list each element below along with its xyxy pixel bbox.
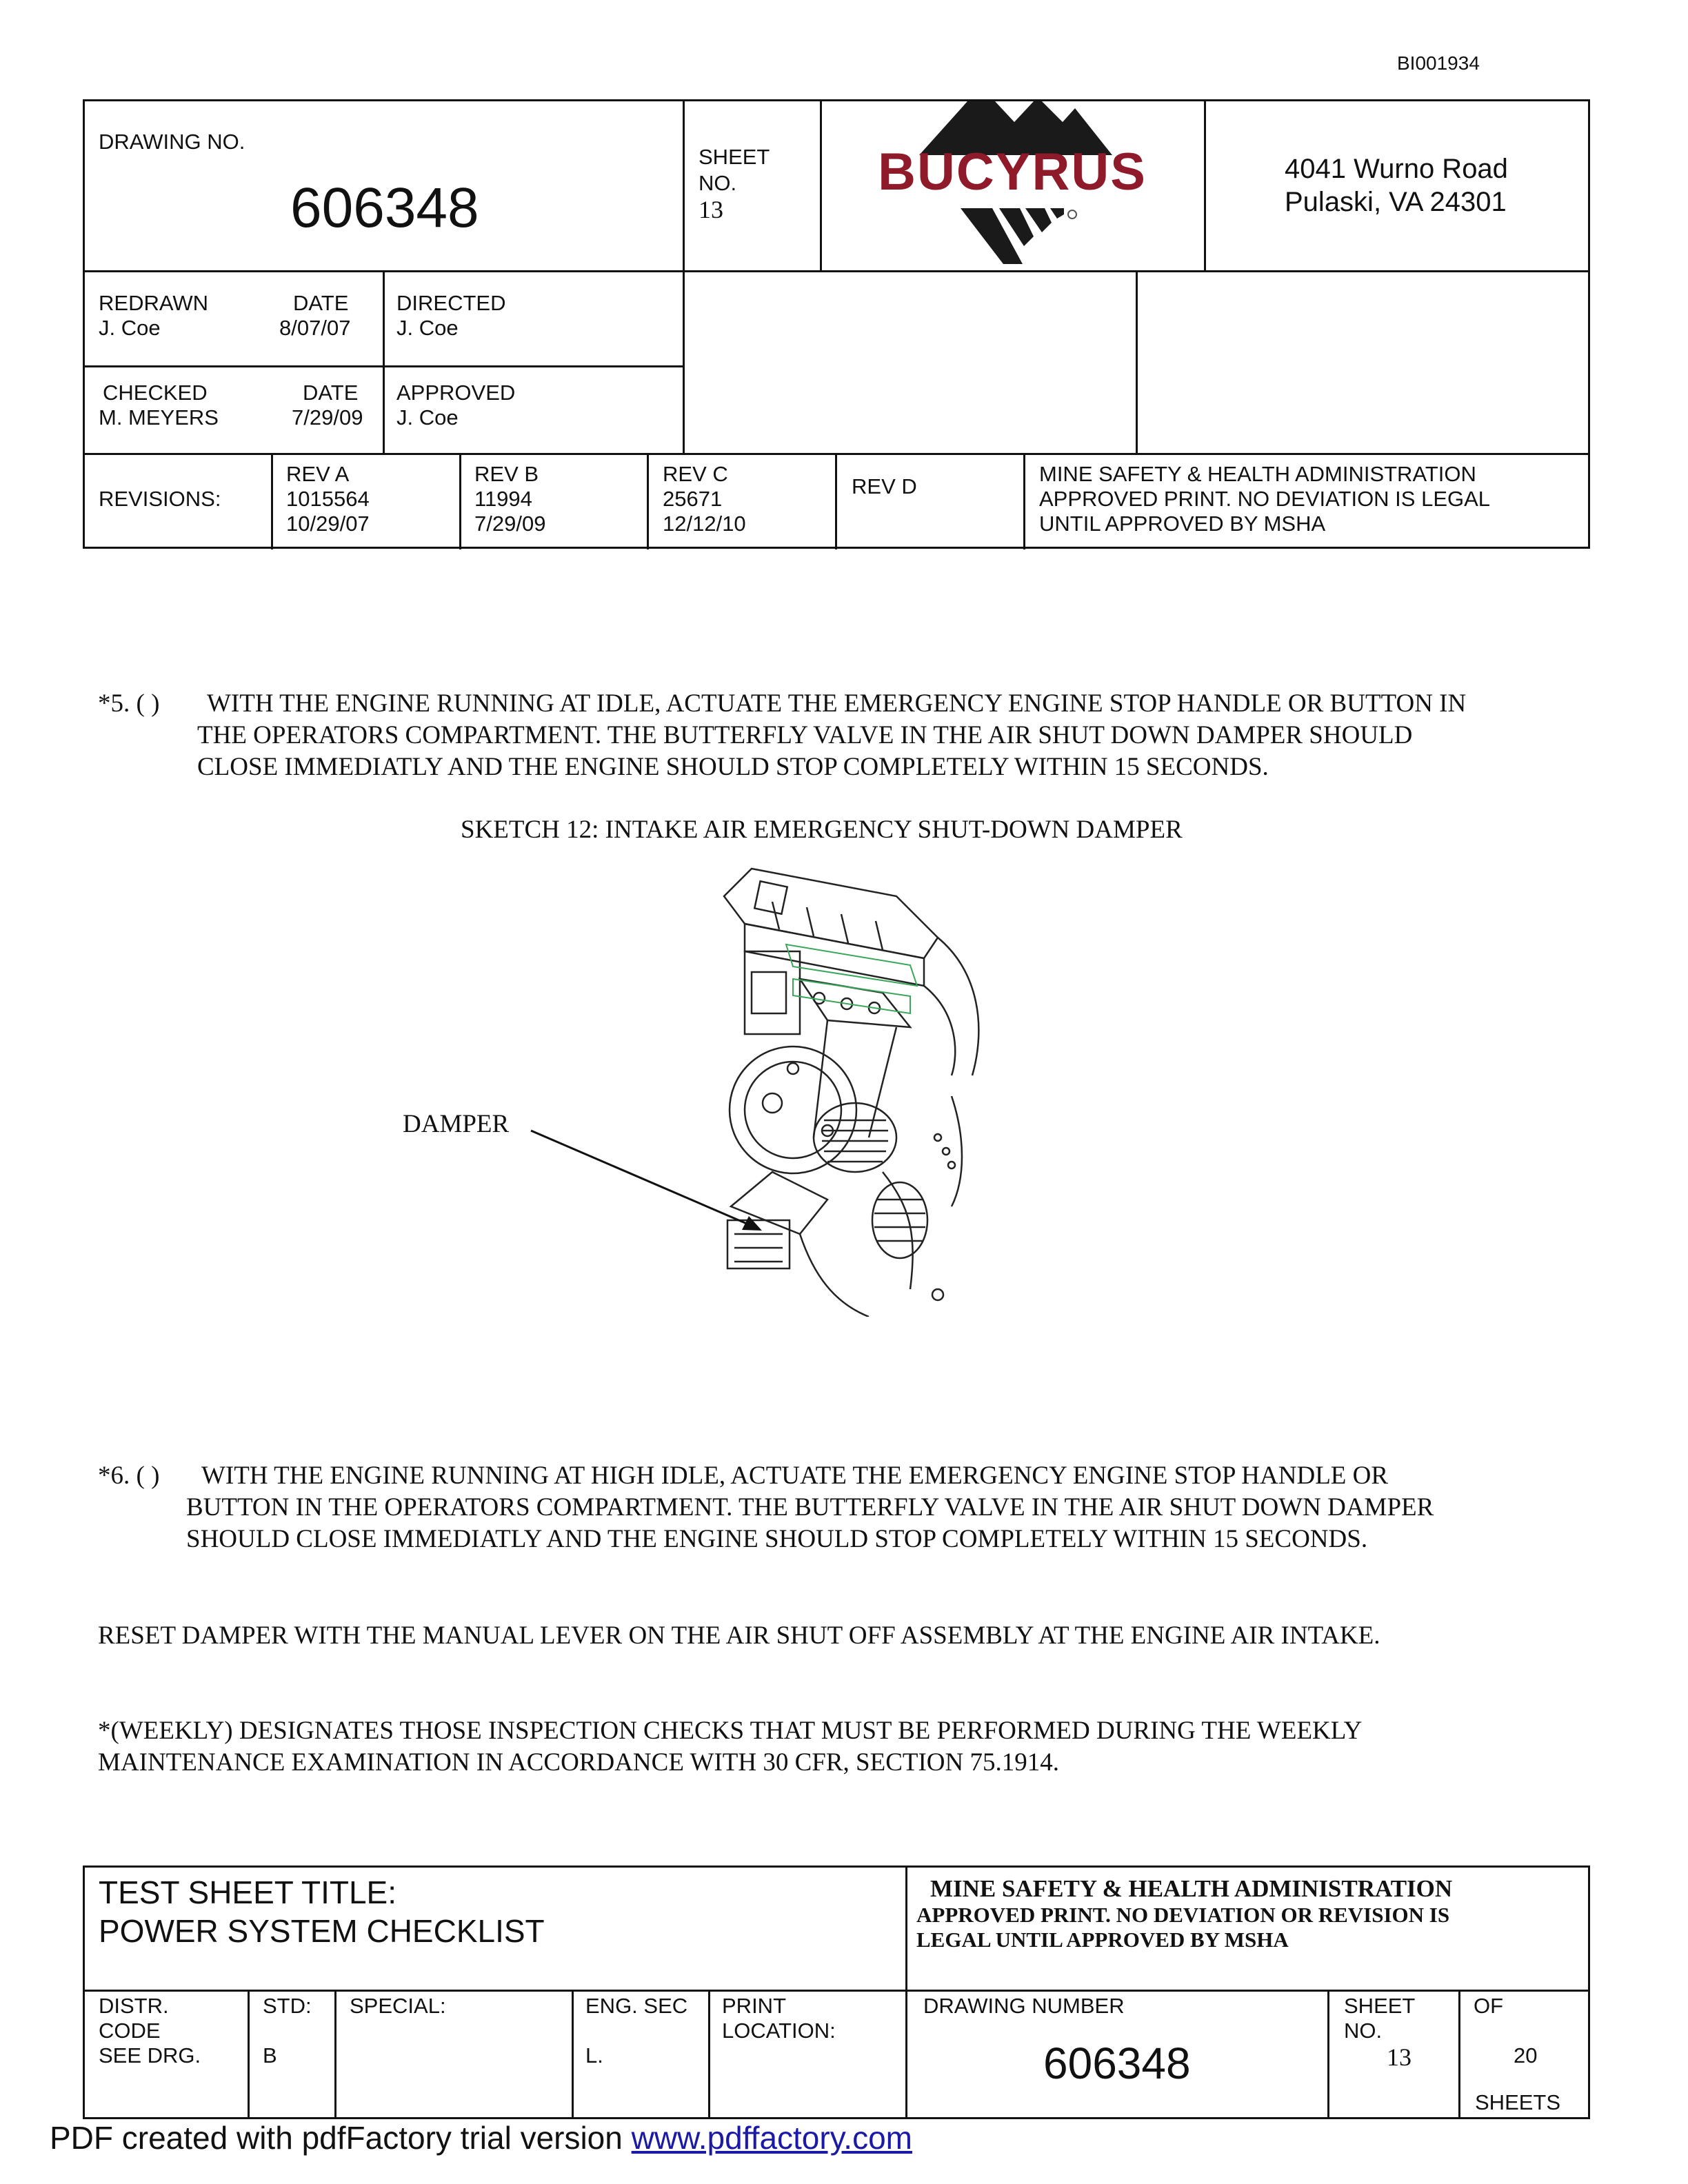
- checked-by: M. MEYERS: [99, 405, 219, 429]
- weekly-note-line-2: MAINTENANCE EXAMINATION IN ACCORDANCE WITH 30 CFR, SECTION 75.1914.: [98, 1748, 1059, 1777]
- checked-label: CHECKED: [103, 381, 208, 405]
- damper-arrow: [524, 1117, 772, 1241]
- msha-header-line-1: MINE SAFETY & HEALTH ADMINISTRATION: [1039, 462, 1476, 486]
- sheets-label: SHEETS: [1475, 2090, 1561, 2114]
- item-5-line-3: CLOSE IMMEDIATLY AND THE ENGINE SHOULD STOP COMPLETELY WITHIN 15 SECONDS.: [197, 753, 1269, 781]
- checked-date-label: DATE: [303, 381, 359, 405]
- item-6-line-3: SHOULD CLOSE IMMEDIATLY AND THE ENGINE SHOULD STOP COMPLETELY WITHIN 15 SECONDS.: [186, 1525, 1368, 1553]
- std-value: B: [263, 2043, 277, 2067]
- drawing-no-label: DRAWING NO.: [99, 130, 245, 154]
- redrawn-date-label: DATE: [293, 291, 349, 315]
- title-block-footer: [83, 1866, 1590, 2119]
- pdffactory-link[interactable]: www.pdffactory.com: [631, 2120, 912, 2156]
- redrawn-by: J. Coe: [99, 316, 161, 340]
- drawing-no: 606348: [290, 176, 479, 239]
- rev-b-label: REV B: [474, 462, 539, 486]
- rev-c-number: 25671: [663, 487, 723, 511]
- directed-by: J. Coe: [396, 316, 459, 340]
- of-label: OF: [1474, 1994, 1504, 2018]
- directed-label: DIRECTED: [396, 291, 506, 315]
- std-label: STD:: [263, 1994, 312, 2018]
- title-block-header: [83, 99, 1590, 549]
- sheet-label: SHEET: [1344, 1994, 1416, 2018]
- damper-label: DAMPER: [403, 1110, 510, 1138]
- rev-b-number: 11994: [474, 487, 532, 511]
- drawing-number: 606348: [1043, 2039, 1191, 2088]
- bucyrus-logo: [823, 101, 1202, 270]
- sheet-no: 13: [699, 196, 723, 223]
- redrawn-date: 8/07/07: [279, 316, 351, 340]
- checked-date: 7/29/09: [292, 405, 363, 429]
- sheet-no-label: NO.: [699, 171, 737, 195]
- weekly-note-line-1: *(WEEKLY) DESIGNATES THOSE INSPECTION CHECKS THAT MUST BE PERFORMED DURING THE WEEKLY: [98, 1717, 1363, 1745]
- msha-header-line-2: APPROVED PRINT. NO DEVIATION IS LEGAL: [1039, 487, 1491, 511]
- sheet-no-label: NO.: [1344, 2019, 1383, 2043]
- address-line-2: Pulaski, VA 24301: [1285, 187, 1507, 217]
- msha-footer-line-2: APPROVED PRINT. NO DEVIATION OR REVISION IS: [916, 1903, 1450, 1927]
- revisions-label: REVISIONS:: [99, 487, 221, 511]
- test-sheet-title: POWER SYSTEM CHECKLIST: [99, 1913, 545, 1949]
- reset-instruction: RESET DAMPER WITH THE MANUAL LEVER ON THE AIR SHUT OFF ASSEMBLY AT THE ENGINE AIR INTAKE.: [98, 1621, 1380, 1650]
- rev-c-date: 12/12/10: [663, 512, 746, 536]
- msha-footer-line-3: LEGAL UNTIL APPROVED BY MSHA: [916, 1928, 1289, 1952]
- rev-a-date: 10/29/07: [286, 512, 370, 536]
- approved-label: APPROVED: [396, 381, 516, 405]
- special-label: SPECIAL:: [350, 1994, 446, 2018]
- rev-b-date: 7/29/09: [474, 512, 546, 536]
- msha-footer-line-1: MINE SAFETY & HEALTH ADMINISTRATION: [930, 1875, 1453, 1902]
- redrawn-label: REDRAWN: [99, 291, 209, 315]
- rev-c-label: REV C: [663, 462, 728, 486]
- distr-label-1: DISTR.: [99, 1994, 169, 2018]
- eng-sec-value: L.: [585, 2043, 603, 2067]
- rev-a-label: REV A: [286, 462, 350, 486]
- damper-sketch: [386, 848, 1007, 1317]
- item-6-line-2: BUTTON IN THE OPERATORS COMPARTMENT. THE BUTTERFLY VALVE IN THE AIR SHUT DOWN DAMPER: [186, 1493, 1434, 1521]
- distr-value: SEE DRG.: [99, 2043, 201, 2067]
- item-6-marker: *6. ( ): [98, 1462, 160, 1490]
- document-id: BI001934: [1397, 52, 1480, 74]
- rev-d-label: REV D: [852, 474, 917, 498]
- rev-a-number: 1015564: [286, 487, 370, 511]
- svg-text:BUCYRUS: BUCYRUS: [878, 143, 1147, 201]
- drawing-number-label: DRAWING NUMBER: [923, 1994, 1125, 2018]
- print-location-label-1: PRINT: [722, 1994, 786, 2018]
- item-5-marker: *5. ( ): [98, 689, 160, 718]
- print-location-label-2: LOCATION:: [722, 2019, 836, 2043]
- test-sheet-title-label: TEST SHEET TITLE:: [99, 1874, 397, 1910]
- item-5-line-2: THE OPERATORS COMPARTMENT. THE BUTTERFLY VALVE IN THE AIR SHUT DOWN DAMPER SHOULD: [197, 721, 1413, 749]
- pdf-factory-banner: [50, 2119, 912, 2156]
- msha-header-line-3: UNTIL APPROVED BY MSHA: [1039, 512, 1326, 536]
- total-sheets: 20: [1514, 2043, 1538, 2067]
- sheet-label: SHEET: [699, 145, 770, 169]
- approved-by: J. Coe: [396, 405, 459, 429]
- sheet-no: 13: [1387, 2043, 1411, 2071]
- distr-label-2: CODE: [99, 2019, 161, 2043]
- item-6-line-1: WITH THE ENGINE RUNNING AT HIGH IDLE, ACTUATE THE EMERGENCY ENGINE STOP HANDLE OR: [201, 1462, 1389, 1490]
- eng-sec-label: ENG. SEC: [585, 1994, 688, 2018]
- banner-text: PDF created with pdfFactory trial version: [50, 2120, 632, 2156]
- item-5-line-1: WITH THE ENGINE RUNNING AT IDLE, ACTUATE THE EMERGENCY ENGINE STOP HANDLE OR BUTTON IN: [207, 689, 1467, 718]
- sketch-title: SKETCH 12: INTAKE AIR EMERGENCY SHUT-DOWN DAMPER: [461, 816, 1183, 844]
- address-line-1: 4041 Wurno Road: [1285, 154, 1508, 184]
